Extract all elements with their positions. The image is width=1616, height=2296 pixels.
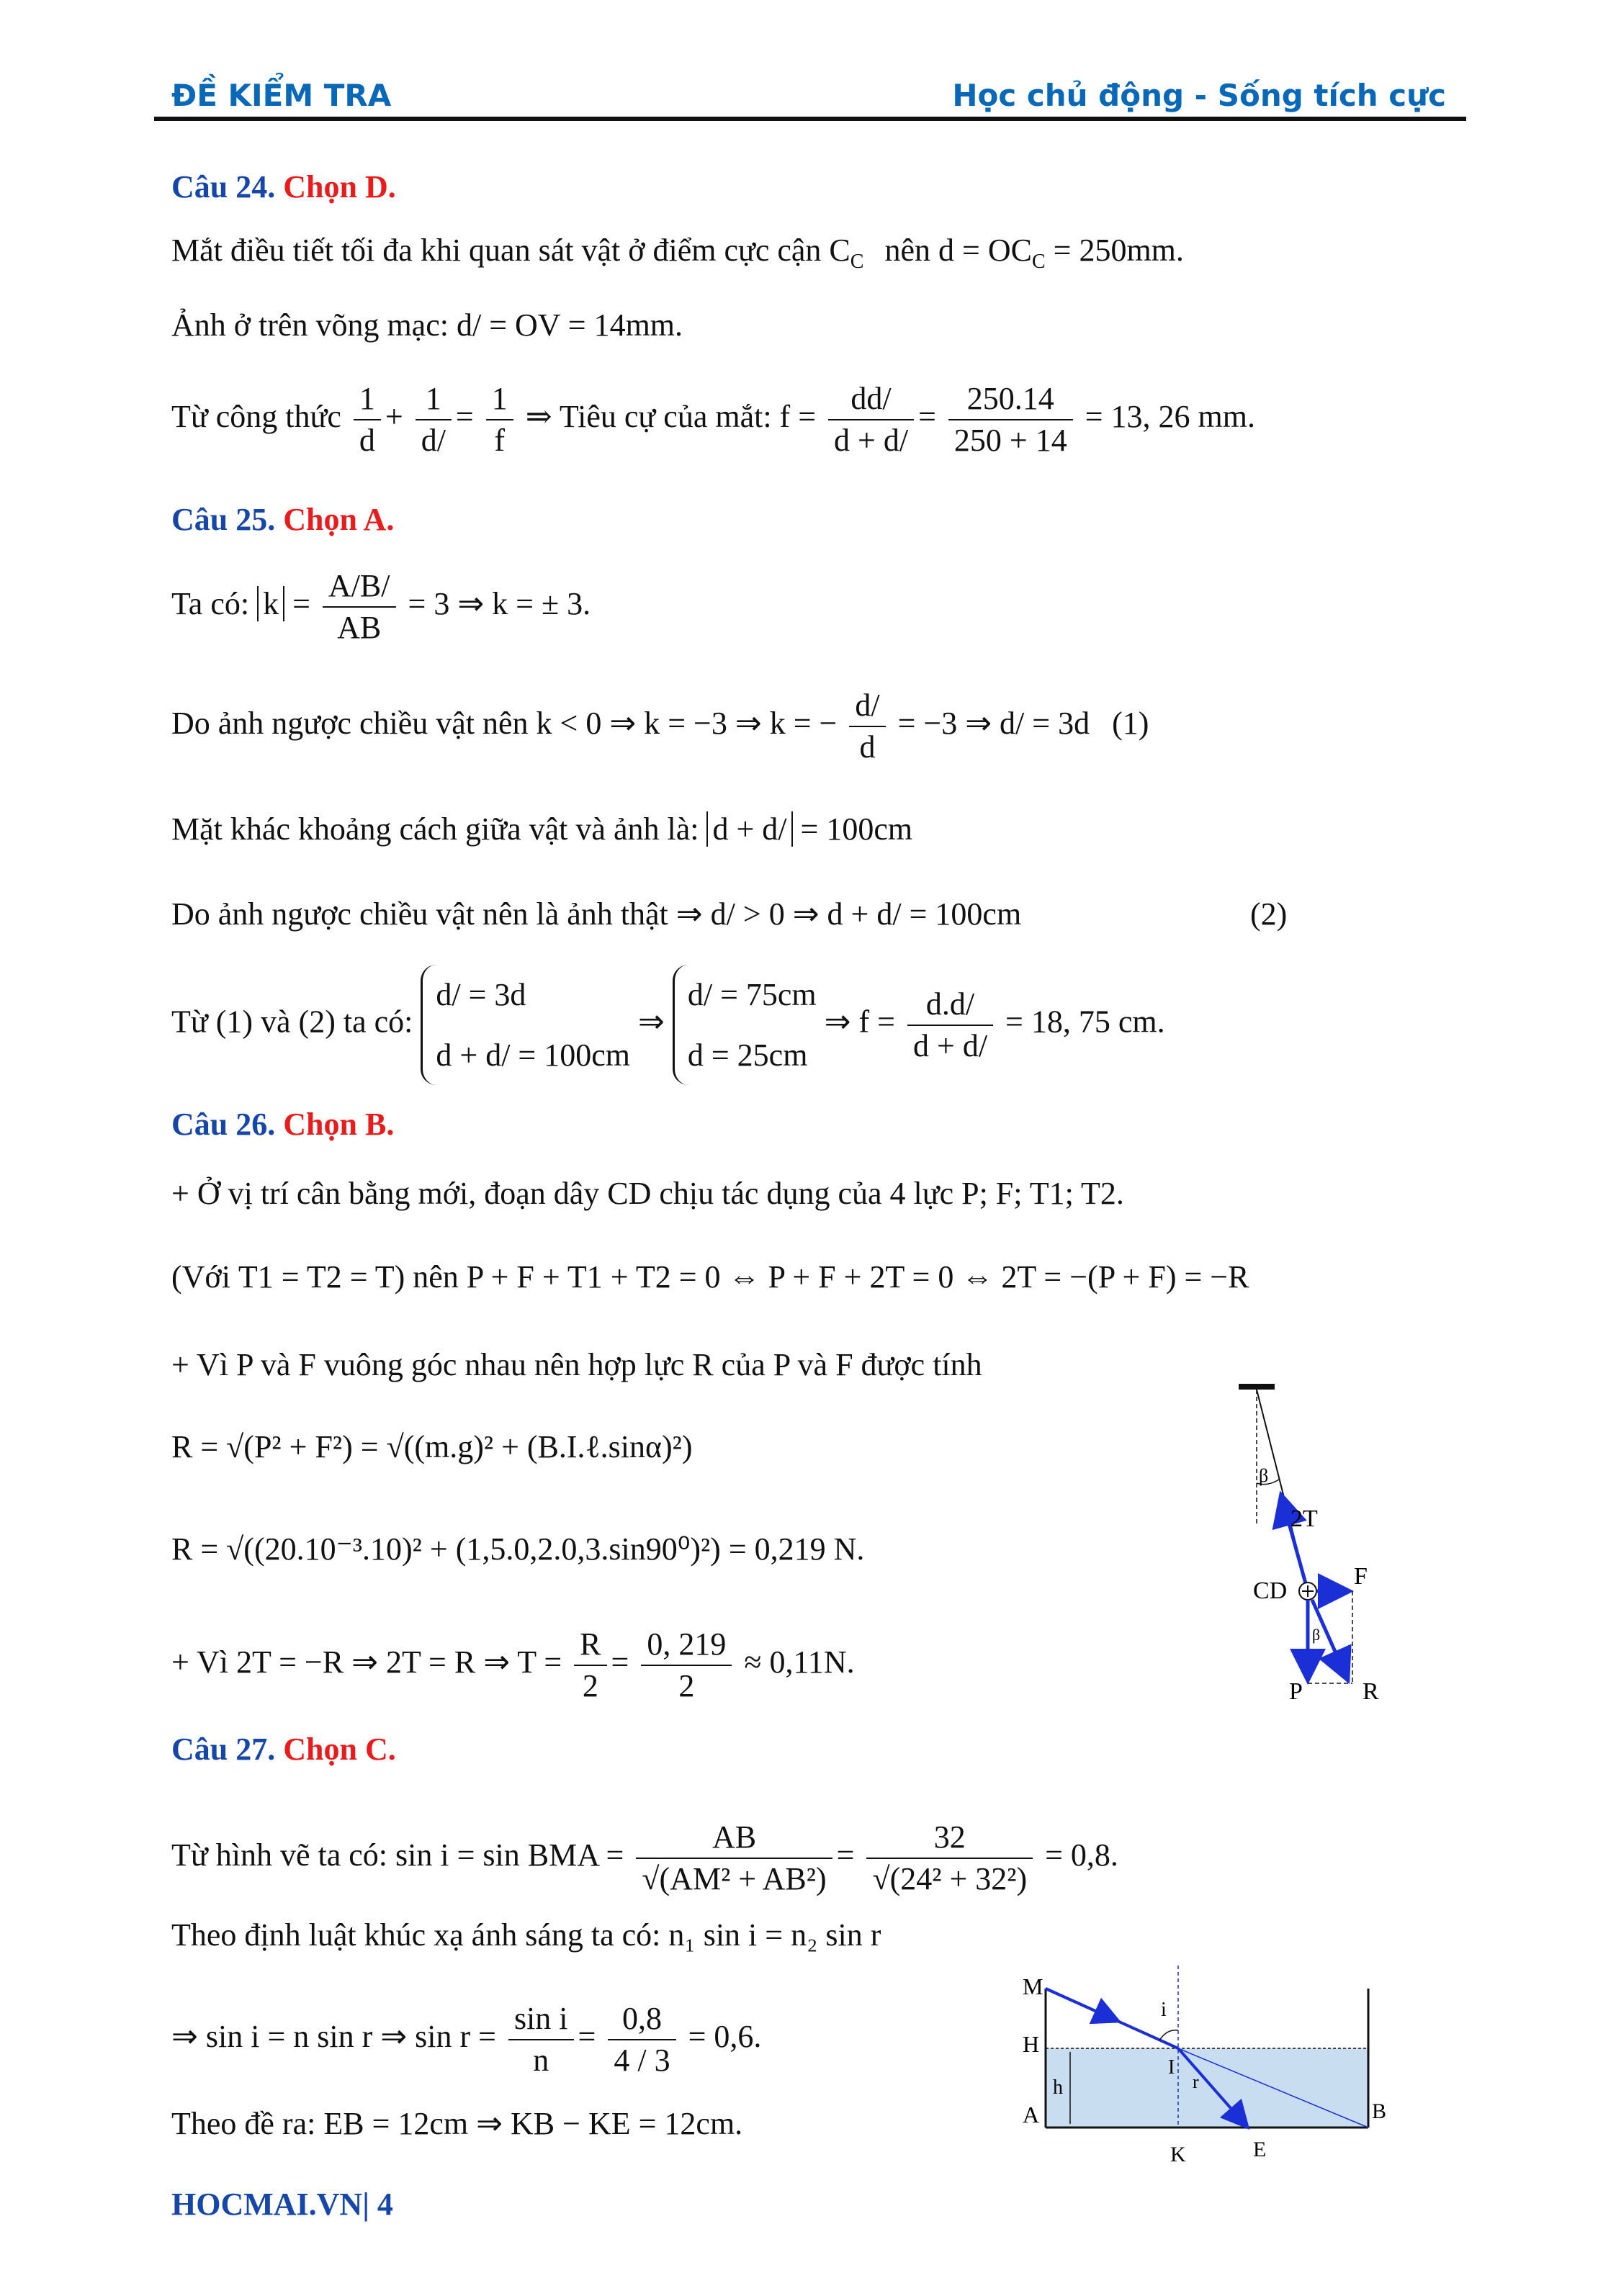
q27-l1-frac1-den: √(AM² + AB²) bbox=[636, 1858, 832, 1895]
q24-title: Câu 24. bbox=[171, 169, 276, 204]
footer-text: HOCMAI.VN| 4 bbox=[171, 2187, 393, 2222]
q26-l1-text: + Ở vị trí cân bằng mới, đoạn dây CD chịu tác dụng của 4 lực bbox=[171, 1176, 954, 1211]
q24-l1-cc-sub: C bbox=[850, 251, 864, 273]
q26-answer: Chọn B. bbox=[283, 1107, 395, 1142]
q25-line4 bbox=[171, 896, 1022, 932]
cd-label: CD bbox=[1253, 1577, 1288, 1604]
tension-label: 2T bbox=[1290, 1505, 1318, 1532]
q27-l1-frac2-num: 32 bbox=[933, 1819, 966, 1855]
q27-l3-frac2-num: 0,8 bbox=[621, 2001, 662, 2036]
q25-l2-math: k < 0 ⇒ k = −3 ⇒ k = − bbox=[536, 706, 838, 742]
header-right: Học chủ động - Sống tích cực bbox=[952, 78, 1446, 113]
q26-l6-frac1-den: 2 bbox=[574, 1665, 606, 1702]
q27-answer: Chọn C. bbox=[283, 1732, 396, 1767]
q27-line1: Từ hình vẽ ta có: sin i = sin BMA = $\frac{AB}{\text{√(AM² + AB²)}}$ = $\frac{32}{\text{√(24² + 32²)}}$ = 0,8. bbox=[171, 1819, 1118, 1896]
q26-l2-math2: P + F + T1 + T2 = 0 ⇔ P + F + 2T = 0 ⇔ 2T = −(P + F) = −R bbox=[466, 1259, 1249, 1295]
q26-l6-res: ≈ 0,11N. bbox=[744, 1644, 855, 1680]
q25-l5-text: Từ (1) và (2) ta có: bbox=[171, 1004, 413, 1040]
q25-l4-tag: (2) bbox=[1250, 896, 1288, 932]
q27-line2 bbox=[171, 1919, 881, 1951]
q27-l3-frac1-den: n bbox=[508, 2039, 574, 2076]
q24-frac5-num: 250.14 bbox=[966, 381, 1054, 416]
q27-line3: ⇒ sin i = n sin r ⇒ sin r = $\frac{\text{sin i}}{n}$ = $\frac{0,8}{4 / 3}$ = 0,6. bbox=[171, 2001, 762, 2078]
q26-line5: R = √((20.10⁻³.10)² + (1,5.0,2.0,3.sin90⁰)²) = 0,219 N. bbox=[171, 1531, 865, 1567]
q26-line3: + Vì P và F vuông góc nhau nên hợp lực R của P và F được tính bbox=[171, 1347, 982, 1382]
q26-l6-math: 2T = −R ⇒ 2T = R ⇒ T = bbox=[236, 1644, 562, 1680]
q24-l1-eq-sub: C bbox=[1031, 251, 1046, 273]
q25-l1-abs: k bbox=[257, 586, 284, 621]
q25-answer: Chọn A. bbox=[283, 502, 395, 537]
q25-l2-text: Do ảnh ngược chiều vật nên bbox=[171, 706, 529, 742]
q25-sys1-a: d/ = 3d bbox=[436, 977, 526, 1012]
q24-frac2-num: 1 bbox=[425, 381, 441, 416]
q25-line3 bbox=[171, 811, 913, 847]
q27-l2-math: n₁ sin i = n₂ sin r bbox=[668, 1917, 881, 1953]
q25-l5-res: = 18, 75 cm. bbox=[1005, 1004, 1165, 1040]
q25-l3-res: = 100cm bbox=[800, 811, 913, 847]
q24-line3: Từ công thức $\frac{1}{d}$ + $\frac{1}{d/}$ = $\frac{1}{f}$ ⇒ Tiêu cự của mắt: f = $\frac{dd/}{d + d/}$ = $\frac{250.14}{250 + 14}$ = 13, 26 mm. bbox=[171, 381, 1255, 458]
q26-line4: R = √(P² + F²) = √((m.g)² + (B.I.ℓ.sinα)²) bbox=[171, 1429, 693, 1464]
q24-line2 bbox=[171, 307, 683, 343]
q24-l1-val: = 250mm. bbox=[1053, 233, 1184, 268]
q24-l1-cc: C bbox=[829, 233, 850, 268]
q26-l2-nen: nên bbox=[413, 1259, 459, 1295]
q25-title: Câu 25. bbox=[171, 502, 276, 537]
q24-l2-math: d/ = OV = 14mm. bbox=[456, 307, 683, 343]
q24-l3-text: Từ công thức bbox=[171, 399, 341, 435]
q27-l2-text: Theo định luật khúc xạ ánh sáng ta có: bbox=[171, 1917, 661, 1953]
q25-system2 bbox=[673, 965, 817, 1085]
label-h: H bbox=[1023, 2031, 1040, 2057]
q24-frac5-den: 250 + 14 bbox=[948, 419, 1073, 456]
label-e: E bbox=[1253, 2138, 1267, 2161]
q25-sys2-a: d/ = 75cm bbox=[687, 977, 817, 1012]
q25-l1-res: = 3 ⇒ k = ± 3. bbox=[408, 586, 591, 622]
resultant-r-label: R bbox=[1363, 1678, 1379, 1705]
label-angle-r: r bbox=[1193, 2071, 1199, 2092]
q25-l5-frac-den: d + d/ bbox=[907, 1025, 993, 1062]
q25-system1 bbox=[421, 965, 630, 1085]
q26-l2-text: (Với bbox=[171, 1259, 230, 1295]
q27-refraction-diagram bbox=[1008, 1958, 1411, 2174]
q26-force-diagram bbox=[1239, 1375, 1411, 1706]
q24-frac1-num: 1 bbox=[359, 381, 375, 416]
q26-l6-frac2-den: 2 bbox=[641, 1665, 732, 1702]
label-k: K bbox=[1170, 2143, 1186, 2166]
q24-l3-mid: ⇒ Tiêu cự của mắt: bbox=[525, 399, 772, 435]
q24-heading bbox=[171, 171, 396, 203]
q26-l6-frac1-num: R bbox=[580, 1626, 601, 1662]
q25-l3-abs: d + d/ bbox=[706, 811, 792, 847]
label-angle-i: i bbox=[1161, 1999, 1167, 2021]
q26-title: Câu 26. bbox=[171, 1107, 276, 1142]
q25-l2-tag: (1) bbox=[1112, 706, 1149, 742]
q25-l1-frac-num: A/B/ bbox=[328, 568, 390, 603]
q25-l2-frac-den: d bbox=[849, 726, 885, 763]
q27-l4-text: Theo đề ra: bbox=[171, 2106, 316, 2141]
q27-l1-text: Từ hình vẽ ta có: bbox=[171, 1837, 387, 1873]
ceiling-support bbox=[1239, 1384, 1275, 1390]
q26-line6: + Vì 2T = −R ⇒ 2T = R ⇒ T = $\frac{R}{2}$ = $\frac{0, 219}{2}$ ≈ 0,11N. bbox=[171, 1626, 855, 1703]
q26-l6-frac2-num: 0, 219 bbox=[647, 1626, 727, 1662]
q24-l1-nen: nên bbox=[884, 233, 930, 268]
q27-l4-math: EB = 12cm ⇒ KB − KE = 12cm. bbox=[323, 2106, 743, 2141]
q26-l2-math1: T1 = T2 = T) bbox=[238, 1259, 405, 1295]
q26-heading bbox=[171, 1109, 394, 1140]
q24-l3-f: f = bbox=[779, 399, 817, 435]
q27-l3-math: ⇒ sin i = n sin r ⇒ sin r = bbox=[171, 2019, 496, 2055]
header-left: ĐỀ KIỂM TRA bbox=[171, 78, 392, 113]
q27-title: Câu 27. bbox=[171, 1732, 276, 1767]
force-f-label: F bbox=[1354, 1563, 1368, 1590]
q25-line1: Ta có: k = $\frac{A/B/}{AB}$ = 3 ⇒ k = ± 3. bbox=[171, 568, 591, 645]
q25-l3-text: Mặt khác khoảng cách giữa vật và ảnh là: bbox=[171, 811, 699, 847]
q24-l2-text: Ảnh ở trên võng mạc: bbox=[171, 307, 449, 343]
q25-sys2-b: d = 25cm bbox=[687, 1037, 808, 1073]
q27-heading bbox=[171, 1734, 396, 1765]
q24-l1-text: Mắt điều tiết tối đa khi quan sát vật ở điểm cực cận bbox=[171, 233, 822, 268]
q24-frac4-den: d + d/ bbox=[828, 419, 914, 456]
label-a: A bbox=[1023, 2102, 1040, 2128]
q25-sys1-b: d + d/ = 100cm bbox=[436, 1037, 630, 1073]
q24-answer: Chọn D. bbox=[283, 169, 396, 204]
q25-l2-res: = −3 ⇒ d/ = 3d bbox=[897, 706, 1090, 742]
q25-l2-frac-num: d/ bbox=[855, 688, 880, 723]
q24-line1 bbox=[171, 235, 1184, 272]
weight-p-label: P bbox=[1289, 1678, 1303, 1705]
q25-line2 bbox=[171, 690, 1149, 763]
label-point-i: I bbox=[1168, 2056, 1175, 2079]
q25-l5-frac-num: d.d/ bbox=[925, 986, 975, 1022]
q27-line4 bbox=[171, 2108, 742, 2140]
q25-heading bbox=[171, 504, 394, 536]
q27-l3-frac1-num: sin i bbox=[513, 2001, 568, 2036]
beta-bottom-label: β bbox=[1312, 1626, 1321, 1644]
q26-l1-math: P; F; T1; T2. bbox=[961, 1176, 1124, 1211]
q27-l3-frac2-den: 4 / 3 bbox=[608, 2039, 675, 2076]
q25-line5: Từ (1) và (2) ta có: d/ = 3d d + d/ = 100cm ⇒ d/ = 75cm d = 25cm ⇒ f = $\frac{d.d/}{d + d/}$ = 18, 75 cm. bbox=[171, 965, 1165, 1085]
q25-l1-frac-den: AB bbox=[323, 606, 396, 644]
incident-arrow bbox=[1046, 1989, 1116, 2020]
q24-frac2-den: d/ bbox=[416, 419, 452, 456]
q24-frac1-den: d bbox=[354, 419, 381, 456]
q25-l1-text: Ta có: bbox=[171, 586, 250, 622]
q24-l1-eq: d = OC bbox=[938, 233, 1032, 268]
angle-i-arc bbox=[1159, 2030, 1178, 2040]
q24-frac3-num: 1 bbox=[491, 381, 508, 416]
label-depth-h: h bbox=[1053, 2076, 1063, 2099]
q27-l1-res: = 0,8. bbox=[1045, 1837, 1118, 1873]
q27-l1-math: sin i = sin BMA = bbox=[395, 1837, 624, 1873]
q27-l3-res: = 0,6. bbox=[688, 2019, 762, 2055]
q25-l5-f: ⇒ f = bbox=[824, 1004, 895, 1040]
q27-l1-frac2-den: √(24² + 32²) bbox=[866, 1858, 1033, 1895]
q25-l4-text: Do ảnh ngược chiều vật nên là ảnh thật bbox=[171, 896, 668, 932]
q26-l6-text: + Vì bbox=[171, 1644, 229, 1680]
q26-line1 bbox=[171, 1178, 1124, 1210]
label-m: M bbox=[1023, 1973, 1043, 1999]
q25-l4-math: ⇒ d/ > 0 ⇒ d + d/ = 100cm bbox=[675, 896, 1022, 932]
q24-frac4-num: dd/ bbox=[850, 381, 892, 416]
beta-top-label: β bbox=[1259, 1465, 1269, 1486]
q24-frac3-den: f bbox=[486, 419, 513, 456]
q27-l1-frac1-num: AB bbox=[712, 1819, 757, 1855]
label-b: B bbox=[1372, 2099, 1387, 2123]
header-rule bbox=[154, 117, 1466, 121]
q24-l3-res: = 13, 26 mm. bbox=[1085, 399, 1255, 435]
q26-line2 bbox=[171, 1261, 1249, 1293]
